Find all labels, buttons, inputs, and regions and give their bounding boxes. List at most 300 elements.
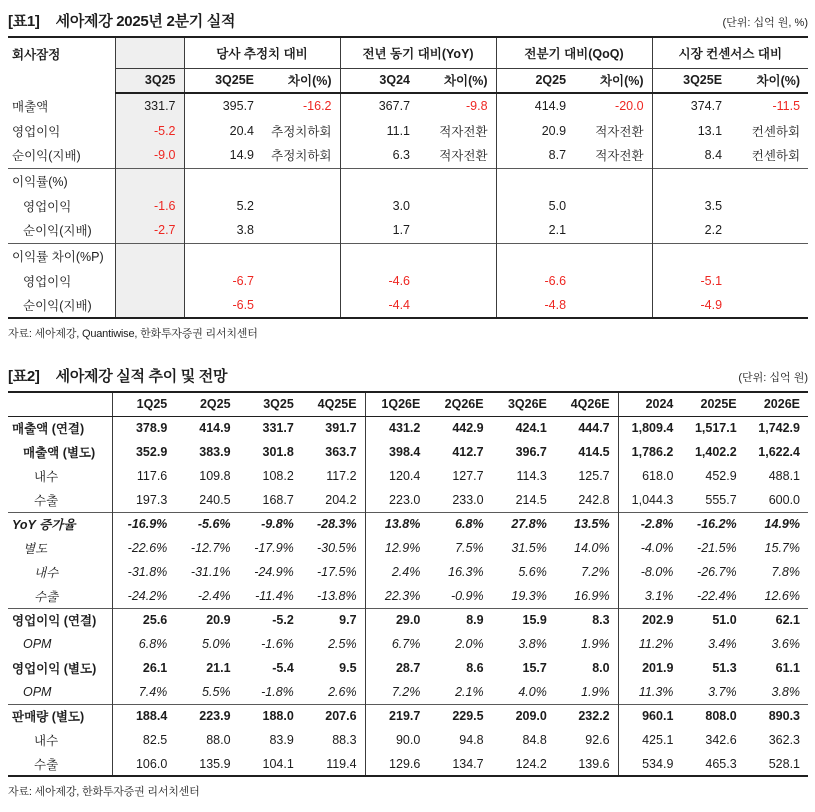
value-cell: 22.3% (365, 584, 428, 608)
group-header-cell: 당사 추정치 대비 (184, 37, 340, 68)
row-label-cell: 매출액 (별도) (23, 446, 96, 460)
row-label-header-spacer (8, 392, 112, 416)
value-cell: 6.7% (365, 632, 428, 656)
value-cell (115, 268, 184, 293)
value-cell: 465.3 (705, 756, 737, 771)
table-row (8, 37, 808, 68)
value-cell: -4.8 (496, 293, 574, 318)
row-label-cell: 별도 (23, 542, 48, 556)
value-cell: 618.0 (618, 464, 681, 488)
value-cell: 3.0 (340, 193, 418, 218)
table-row (8, 416, 808, 440)
row-label-cell: 내수 (34, 566, 59, 580)
value-cell: 1,402.2 (694, 445, 737, 459)
value-cell: -22.6% (112, 536, 175, 560)
value-cell: 808.0 (681, 704, 744, 728)
value-cell: 412.7 (452, 445, 484, 459)
value-cell: 374.7 (652, 93, 730, 118)
value-cell (115, 243, 184, 268)
row-label-cell: 영업이익 (별도) (12, 662, 97, 676)
period-column-header: 2Q26E (428, 392, 491, 416)
value-cell: 14.0% (574, 541, 610, 555)
value-cell: 적자전환 (439, 124, 488, 139)
value-cell: -6.7 (184, 268, 262, 293)
value-cell: 197.3 (112, 488, 175, 512)
value-cell: -31.8% (112, 560, 175, 584)
value-cell: 129.6 (365, 752, 428, 776)
value-cell: 94.8 (459, 733, 484, 747)
value-cell: 232.2 (555, 704, 618, 728)
value-cell: -2.4% (197, 588, 231, 603)
table-row (8, 464, 808, 488)
value-cell: -11.4% (255, 588, 294, 603)
value-cell: 8.3 (555, 608, 618, 632)
actual-column-header: 3Q25 (115, 68, 184, 93)
value-cell: 1,044.3 (618, 488, 681, 512)
table-row (8, 632, 808, 656)
value-cell: 9.5 (339, 661, 357, 675)
value-cell: -5.1 (652, 268, 730, 293)
group-header-cell: 전년 동기 대비(YoY) (340, 37, 496, 68)
value-cell (652, 168, 730, 193)
value-cell: 223.9 (175, 704, 238, 728)
value-cell: 890.3 (745, 704, 808, 728)
value-cell: 적자전환 (595, 149, 644, 164)
value-cell: 8.7 (496, 143, 574, 168)
value-cell: -2.7 (115, 218, 184, 243)
sub-column-header: 2Q25 (496, 68, 574, 93)
value-cell: 5.0% (202, 637, 231, 651)
value-cell: 424.1 (515, 421, 547, 436)
value-cell (730, 293, 808, 318)
value-cell (418, 293, 496, 318)
value-cell: 2.1 (496, 218, 574, 243)
value-cell: 88.3 (332, 733, 357, 747)
value-cell: -21.5% (697, 541, 737, 555)
value-cell: 7.4% (112, 680, 175, 704)
value-cell: 20.4 (184, 118, 262, 143)
value-cell: 92.6 (585, 733, 610, 747)
group-header-cell: 시장 컨센서스 대비 (652, 37, 808, 68)
value-cell: 51.0 (681, 608, 744, 632)
value-cell: 125.7 (578, 469, 610, 483)
value-cell: 106.0 (112, 752, 175, 776)
value-cell: 2.2 (652, 218, 730, 243)
value-cell: 2.1% (455, 684, 484, 699)
value-cell: 119.4 (326, 756, 357, 771)
value-cell: 5.0 (496, 193, 574, 218)
value-cell: 242.8 (578, 492, 610, 507)
table-row (8, 193, 808, 218)
value-cell: 컨센하회 (751, 124, 801, 139)
value-cell: 15.7 (522, 661, 547, 675)
table-row (8, 752, 808, 776)
period-column-header: 2026E (745, 392, 808, 416)
value-cell: -30.5% (316, 541, 357, 555)
value-cell: 114.3 (516, 469, 547, 483)
value-cell: 11.2% (618, 632, 681, 656)
period-column-header: 2025E (681, 392, 744, 416)
table-row (8, 68, 808, 93)
value-cell: 3.8 (184, 218, 262, 243)
value-cell: 331.7 (262, 421, 294, 436)
value-cell: 3.1% (618, 584, 681, 608)
value-cell: 추정치하회 (271, 149, 332, 164)
table-row (8, 268, 808, 293)
value-cell (115, 168, 184, 193)
table1-header (8, 37, 808, 93)
value-cell: 14.9 (184, 143, 262, 168)
value-cell (262, 193, 340, 218)
value-cell: 9.7 (302, 608, 365, 632)
value-cell: 2.6% (328, 684, 357, 699)
table-row (8, 536, 808, 560)
value-cell: -5.6% (175, 512, 238, 536)
value-cell: 528.1 (768, 756, 800, 771)
value-cell: 3.8% (518, 637, 547, 651)
value-cell: 13.8% (365, 512, 428, 536)
sub-column-header: 3Q25E (184, 68, 262, 93)
value-cell: 적자전환 (595, 124, 644, 139)
value-cell: 6.8% (428, 512, 491, 536)
table2-header (8, 392, 808, 416)
value-cell: 84.8 (522, 733, 547, 747)
value-cell: 13.1 (652, 118, 730, 143)
value-cell: 3.5 (652, 193, 730, 218)
table1-unit-label: (단위: 십억 원, %) (722, 17, 808, 29)
value-cell: -9.8 (465, 99, 488, 113)
forecast-trend-table (8, 391, 808, 777)
value-cell: 342.6 (705, 733, 737, 747)
value-cell: 14.9% (745, 512, 808, 536)
row-label-cell: 순이익(지배) (23, 299, 92, 313)
value-cell: -8.0% (618, 560, 681, 584)
value-cell: 1,809.4 (618, 416, 681, 440)
value-cell: -5.2 (115, 118, 184, 143)
value-cell: 5.2 (184, 193, 262, 218)
period-column-header: 3Q25 (239, 392, 302, 416)
value-cell (418, 193, 496, 218)
value-cell: 15.7% (764, 541, 800, 555)
sub-column-header: 차이(%) (262, 68, 340, 93)
value-cell: 1,517.1 (694, 421, 737, 436)
sub-column-header: 3Q24 (340, 68, 418, 93)
value-cell: 352.9 (112, 440, 175, 464)
value-cell: -4.9 (652, 293, 730, 318)
value-cell: 88.0 (206, 733, 231, 747)
value-cell: -17.5% (316, 565, 357, 579)
value-cell (574, 268, 652, 293)
table-row (8, 488, 808, 512)
value-cell: 396.7 (515, 445, 547, 459)
value-cell: -1.6 (115, 193, 184, 218)
row-label-cell: OPM (23, 637, 52, 651)
row-label-cell: 판매량 (별도) (8, 704, 112, 728)
value-cell: 395.7 (184, 93, 262, 118)
value-cell: -5.2 (239, 608, 302, 632)
value-cell: 16.9% (574, 588, 610, 603)
value-cell: 362.3 (768, 733, 800, 747)
value-cell: -16.9% (112, 512, 175, 536)
value-cell (418, 168, 496, 193)
table-row (8, 168, 808, 193)
table1-title: 세아제강 2025년 2분기 실적 (55, 13, 236, 30)
value-cell: 442.9 (452, 421, 484, 436)
sub-column-header: 3Q25E (652, 68, 730, 93)
value-cell: 229.5 (428, 704, 491, 728)
value-cell: 26.1 (112, 656, 175, 680)
value-cell: 117.2 (326, 469, 357, 483)
table1-body (8, 93, 808, 318)
value-cell: 960.1 (618, 704, 681, 728)
table2-unit-label: (단위: 십억 원) (738, 372, 808, 384)
table-row (8, 143, 808, 168)
value-cell: -13.8% (316, 588, 357, 603)
value-cell (730, 218, 808, 243)
value-cell: 6.3 (340, 143, 418, 168)
value-cell (340, 168, 418, 193)
table1-title-group (8, 10, 235, 31)
value-cell: -4.0% (618, 536, 681, 560)
row-label-cell: OPM (23, 684, 52, 699)
value-cell (262, 168, 340, 193)
table-row (8, 608, 808, 632)
row-label-cell: 매출액 (연결) (12, 422, 85, 437)
value-cell: -22.4% (697, 588, 737, 603)
table-row (8, 93, 808, 118)
row-label-cell: 순이익(지배) (12, 149, 81, 164)
actual-column-header-spacer (115, 37, 184, 68)
table-row (8, 118, 808, 143)
row-label-cell: 순이익(지배) (23, 224, 92, 239)
value-cell: 11.1 (340, 118, 418, 143)
row-label-cell: 영업이익 (23, 274, 72, 289)
value-cell: 7.8% (771, 565, 800, 579)
value-cell (574, 243, 652, 268)
table1-source: 자료: 세아제강, Quantiwise, 한화투자증권 리서치센터 (8, 328, 258, 340)
value-cell: 1,742.9 (758, 421, 800, 436)
value-cell (574, 218, 652, 243)
value-cell (418, 268, 496, 293)
value-cell: 11.3% (618, 680, 681, 704)
value-cell: 적자전환 (439, 149, 488, 164)
value-cell: 414.9 (496, 93, 574, 118)
value-cell: -1.6% (261, 637, 294, 651)
value-cell: 108.2 (262, 469, 294, 483)
table2-title-group (8, 365, 227, 386)
value-cell: 444.7 (578, 421, 610, 436)
row-label-cell: 이익률 차이(%P) (8, 243, 115, 268)
value-cell: 168.7 (262, 492, 294, 507)
spacer (8, 341, 807, 365)
period-column-header: 3Q26E (492, 392, 555, 416)
value-cell: 4.0% (518, 684, 547, 699)
value-cell: 555.7 (705, 492, 737, 507)
value-cell (418, 218, 496, 243)
value-cell: 214.5 (515, 492, 547, 507)
value-cell: 188.4 (112, 704, 175, 728)
value-cell: 27.8% (492, 512, 555, 536)
period-column-header: 2024 (618, 392, 681, 416)
table2-tag: [표2] (8, 368, 40, 385)
value-cell: 20.9 (175, 608, 238, 632)
value-cell: 7.2% (581, 565, 610, 579)
value-cell: 127.7 (452, 469, 484, 483)
value-cell: 7.2% (365, 680, 428, 704)
value-cell: 90.0 (365, 728, 428, 752)
value-cell: 8.4 (652, 143, 730, 168)
value-cell (184, 168, 262, 193)
value-cell: 3.8% (771, 684, 800, 699)
value-cell: 1.7 (340, 218, 418, 243)
table2-body (8, 416, 808, 776)
value-cell: 1,622.4 (758, 445, 800, 459)
value-cell: 2.0% (455, 637, 484, 651)
value-cell: 12.6% (764, 588, 800, 603)
value-cell: 21.1 (206, 661, 231, 675)
value-cell (262, 268, 340, 293)
value-cell: 1,786.2 (618, 440, 681, 464)
table-row (8, 704, 808, 728)
value-cell: 204.2 (325, 492, 357, 507)
value-cell (730, 268, 808, 293)
row-label-cell: 영업이익 (23, 199, 72, 214)
value-cell: 223.0 (365, 488, 428, 512)
value-cell: 25.6 (112, 608, 175, 632)
value-cell: 추정치하회 (271, 124, 332, 139)
value-cell: -2.8% (618, 512, 681, 536)
row-label-cell: 수출 (34, 757, 59, 772)
value-cell (262, 293, 340, 318)
value-cell: 51.3 (712, 661, 737, 675)
value-cell: 398.4 (365, 440, 428, 464)
table-row (8, 584, 808, 608)
value-cell: -24.9% (254, 565, 294, 579)
value-cell: 7.5% (455, 541, 484, 555)
value-cell: 367.7 (340, 93, 418, 118)
value-cell: -5.4 (272, 661, 294, 675)
table-row (8, 243, 808, 268)
value-cell (496, 168, 574, 193)
value-cell: 29.0 (365, 608, 428, 632)
table2-source: 자료: 세아제강, 한화투자증권 리서치센터 (8, 786, 200, 798)
value-cell: 12.9% (365, 536, 428, 560)
value-cell: 201.9 (618, 656, 681, 680)
value-cell: 19.3% (511, 588, 547, 603)
period-column-header: 2Q25 (175, 392, 238, 416)
value-cell (496, 243, 574, 268)
value-cell: 컨센하회 (751, 149, 801, 164)
value-cell: 15.9 (492, 608, 555, 632)
corner-label-cell: 회사잠정 (12, 48, 61, 62)
value-cell: 414.9 (199, 421, 231, 436)
value-cell: 378.9 (112, 416, 175, 440)
value-cell: 363.7 (325, 445, 357, 459)
table-row (8, 560, 808, 584)
value-cell: -6.5 (184, 293, 262, 318)
value-cell: 202.9 (618, 608, 681, 632)
value-cell (730, 243, 808, 268)
value-cell: 488.1 (768, 469, 800, 483)
value-cell (730, 193, 808, 218)
value-cell: -20.0 (615, 99, 644, 113)
table-row (8, 293, 808, 318)
value-cell: -4.4 (340, 293, 418, 318)
row-label-cell: 영업이익 (연결) (8, 608, 112, 632)
value-cell: 124.2 (515, 756, 547, 771)
value-cell: 188.0 (239, 704, 302, 728)
value-cell: 534.9 (618, 752, 681, 776)
value-cell: 3.7% (708, 684, 737, 699)
value-cell: 3.4% (708, 637, 737, 651)
row-label-cell: 내수 (34, 734, 59, 748)
value-cell: 383.9 (199, 445, 231, 459)
value-cell: 104.1 (262, 756, 294, 771)
value-cell: -24.2% (112, 584, 175, 608)
table1-tag: [표1] (8, 13, 40, 30)
value-cell (115, 293, 184, 318)
value-cell: -26.7% (697, 565, 737, 579)
value-cell (340, 243, 418, 268)
row-label-cell: 수출 (34, 589, 59, 604)
value-cell: 5.5% (202, 684, 231, 699)
value-cell: 1.9% (581, 637, 610, 651)
value-cell: -16.2 (303, 99, 332, 113)
value-cell: -12.7% (190, 541, 231, 555)
value-cell (262, 243, 340, 268)
group-header-cell: 전분기 대비(QoQ) (496, 37, 652, 68)
table-row (8, 218, 808, 243)
value-cell (574, 168, 652, 193)
value-cell: 331.7 (115, 93, 184, 118)
value-cell: -31.1% (190, 565, 231, 579)
value-cell (418, 243, 496, 268)
value-cell: 3.6% (771, 637, 800, 651)
table-row (8, 656, 808, 680)
value-cell: 62.1 (745, 608, 808, 632)
value-cell (574, 193, 652, 218)
value-cell: 13.5% (555, 512, 618, 536)
value-cell: 109.8 (199, 469, 231, 483)
table-row (8, 512, 808, 536)
value-cell: 120.4 (365, 464, 428, 488)
row-label-cell: 이익률(%) (8, 168, 115, 193)
value-cell: 8.6 (466, 661, 484, 675)
value-cell: 20.9 (496, 118, 574, 143)
value-cell: -9.8% (239, 512, 302, 536)
table2-titlebar (8, 365, 808, 386)
row-label-cell: 내수 (34, 470, 59, 484)
value-cell: 5.6% (518, 565, 547, 579)
table-row (8, 680, 808, 704)
value-cell: 301.8 (262, 445, 294, 459)
value-cell: -16.2% (681, 512, 744, 536)
value-cell: 240.5 (199, 492, 231, 507)
table-row (8, 728, 808, 752)
value-cell: 117.6 (112, 464, 175, 488)
value-cell: 425.1 (618, 728, 681, 752)
value-cell: 135.9 (199, 756, 231, 771)
period-column-header: 4Q26E (555, 392, 618, 416)
value-cell: 2.5% (328, 637, 357, 651)
row-label-cell: 매출액 (12, 99, 49, 114)
table-row (8, 440, 808, 464)
row-label-cell: 수출 (34, 493, 59, 508)
value-cell: 391.7 (325, 421, 357, 436)
value-cell: 28.7 (365, 656, 428, 680)
value-cell: 8.0 (592, 661, 610, 675)
sub-column-header: 차이(%) (574, 68, 652, 93)
